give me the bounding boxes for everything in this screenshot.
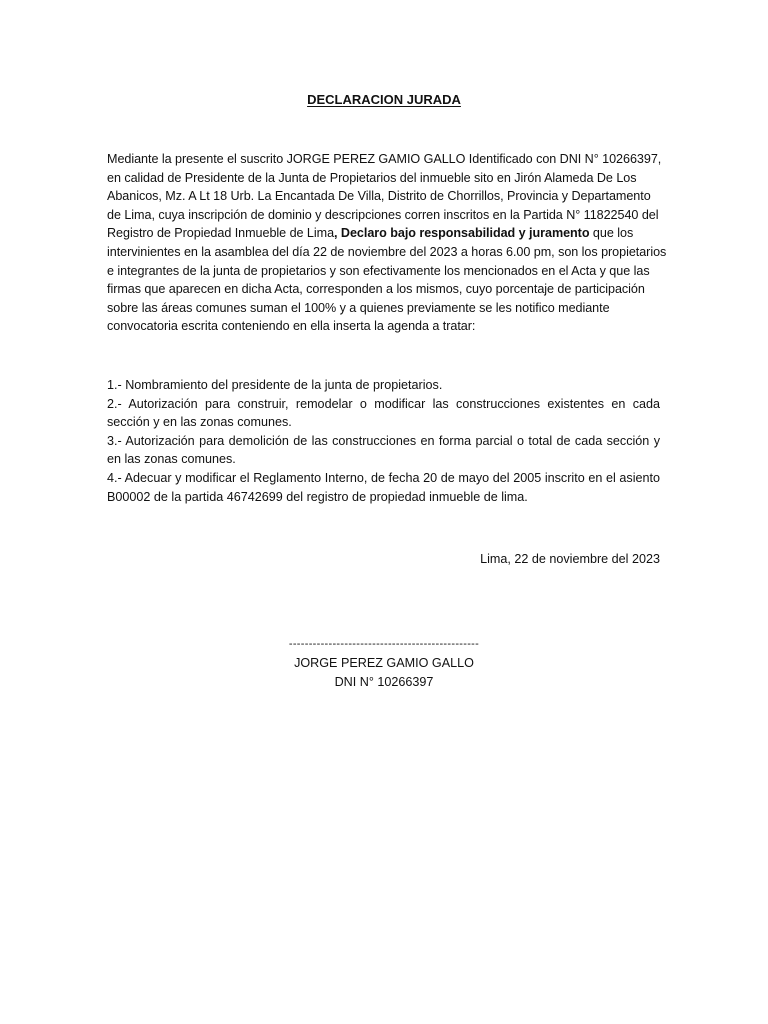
signer-name: JORGE PEREZ GAMIO GALLO [294, 656, 474, 670]
declaration-bold-text: , Declaro bajo responsabilidad y juramento [334, 226, 590, 241]
declaration-text-part1: Mediante la presente el suscrito JORGE PEREZ GAMIO GALLO Identificado con DNI N° 10266397, en calidad de Presidente de la Junta de Propietarios del inmueble sito en Jirón Alameda De Los Abanicos, Mz. A Lt 18 Urb. La Encantada De Villa, Distrito de Chorrillos, Provincia y Departamento de Lima, cuya inscripción de dominio y descripciones corren inscritos en la Partida N° 11822540 del Registro de Propiedad Inmueble de Lima [107, 152, 662, 241]
agenda-item-3: 3.- Autorización para demolición de las construcciones en forma parcial o total de cada sección y en las zonas comunes. [107, 433, 660, 467]
agenda-item-2: 2.- Autorización para construir, remodelar o modificar las construcciones existentes en cada sección y en las zonas comunes. [107, 396, 660, 430]
signature-line: ------------------------------------------------ [288, 638, 480, 650]
signer-id: DNI N° 10266397 [334, 675, 434, 689]
agenda-list [107, 376, 660, 506]
place-date: Lima, 22 de noviembre del 2023 [480, 552, 660, 566]
declaration-text-part2: que los intervinientes en la asamblea del día 22 de noviembre del 2023 a horas 6.00 pm, son los propietarios e integrantes de la junta de propietarios y son efectivamente los mencionados en el Acta y que las firmas que aparecen en dicha Acta, corresponden a los mismos, cuyo porcentaje de participación sobre las áreas comunes suman el 100% y a quienes previamente se les notifico mediante convocatoria escrita conteniendo en ella inserta la agenda a tratar: [107, 226, 667, 334]
signature-block [0, 636, 768, 692]
agenda-item-1: 1.- Nombramiento del presidente de la junta de propietarios. [107, 378, 443, 392]
document-title: DECLARACION JURADA [307, 92, 461, 107]
declaration-paragraph [107, 150, 667, 336]
agenda-item-4: 4.- Adecuar y modificar el Reglamento Interno, de fecha 20 de mayo del 2005 inscrito en el asiento B00002 de la partida 46742699 del registro de propiedad inmueble de lima. [107, 470, 660, 504]
